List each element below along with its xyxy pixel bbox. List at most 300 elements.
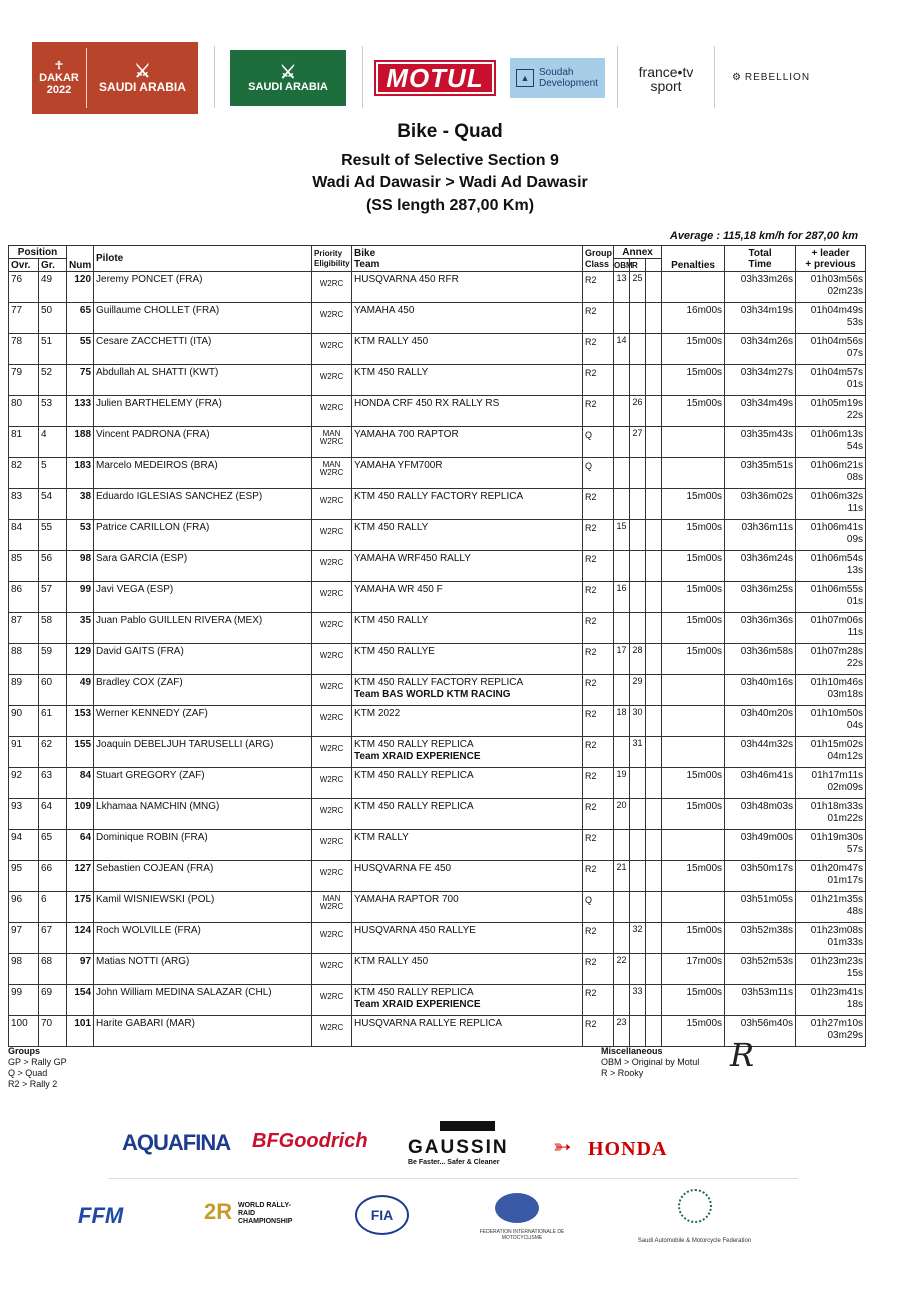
cell-penalties: 15m00s — [662, 613, 725, 644]
cell-total-time: 03h52m53s — [725, 954, 796, 985]
cell-annex-blank — [646, 861, 662, 892]
cell-num: 75 — [67, 365, 94, 396]
cell-bike-team — [352, 396, 583, 427]
header-group-class — [583, 246, 614, 272]
cell-class: R2 — [583, 520, 614, 551]
cell-num: 153 — [67, 706, 94, 737]
cell-eligibility — [312, 892, 352, 923]
cell-num: 109 — [67, 799, 94, 830]
francetv-line1: france•tv — [638, 64, 694, 80]
aquafina-logo: AQUAFINA — [122, 1130, 231, 1155]
cell-gap — [796, 1016, 866, 1047]
eligibility-value: W2RC — [319, 651, 344, 660]
cell-r — [630, 954, 646, 985]
cell-pilote: Joaquin DEBELJUH TARUSELLI (ARG) — [94, 737, 312, 768]
cell-class: Q — [583, 892, 614, 923]
header-group: Group — [585, 247, 613, 258]
cell-gr: 51 — [39, 334, 67, 365]
cell-obm — [614, 489, 630, 520]
cell-obm: 19 — [614, 768, 630, 799]
cell-gr: 54 — [39, 489, 67, 520]
gap-leader: 01h10m50s — [810, 708, 864, 719]
cell-gr: 53 — [39, 396, 67, 427]
cell-total-time: 03h56m40s — [725, 1016, 796, 1047]
groups-title: Groups — [8, 1046, 41, 1056]
cell-obm — [614, 675, 630, 706]
cell-annex-blank — [646, 334, 662, 365]
cell-gr: 57 — [39, 582, 67, 613]
table-row — [9, 582, 866, 613]
cell-bike-team — [352, 520, 583, 551]
cell-penalties: 15m00s — [662, 861, 725, 892]
bike-value: HONDA CRF 450 RX RALLY RS — [354, 398, 500, 409]
cell-penalties: 15m00s — [662, 365, 725, 396]
cell-bike-team — [352, 861, 583, 892]
cell-penalties: 15m00s — [662, 489, 725, 520]
cell-obm — [614, 427, 630, 458]
cell-r — [630, 582, 646, 613]
gap-previous: 57s — [846, 844, 864, 855]
average-speed: Average : 115,18 km/h for 287,00 km — [669, 230, 858, 242]
cell-num: 38 — [67, 489, 94, 520]
cell-ovr: 80 — [9, 396, 39, 427]
table-row — [9, 396, 866, 427]
cell-penalties — [662, 892, 725, 923]
cell-r — [630, 861, 646, 892]
cell-r: 28 — [630, 644, 646, 675]
cell-penalties: 15m00s — [662, 582, 725, 613]
cell-obm — [614, 458, 630, 489]
bike-value: KTM 450 RALLY — [354, 522, 429, 533]
cell-ovr: 82 — [9, 458, 39, 489]
soudah-logo — [510, 58, 605, 98]
cell-ovr: 95 — [9, 861, 39, 892]
cell-eligibility — [312, 799, 352, 830]
cell-obm: 20 — [614, 799, 630, 830]
cell-eligibility — [312, 954, 352, 985]
gap-previous: 11s — [847, 503, 864, 514]
cell-ovr: 96 — [9, 892, 39, 923]
cell-total-time: 03h40m16s — [725, 675, 796, 706]
bike-value: KTM 450 RALLY — [354, 367, 429, 378]
table-row — [9, 923, 866, 954]
eligibility-value: W2RC — [319, 961, 344, 970]
header-pilote: Pilote — [94, 246, 312, 272]
cell-gr: 4 — [39, 427, 67, 458]
cell-class: R2 — [583, 985, 614, 1016]
dakar-rider-icon: ☥ — [54, 60, 64, 72]
table-row — [9, 303, 866, 334]
cell-gap — [796, 396, 866, 427]
table-row — [9, 334, 866, 365]
cell-gr: 62 — [39, 737, 67, 768]
cell-r — [630, 799, 646, 830]
cell-ovr: 93 — [9, 799, 39, 830]
cell-bike-team — [352, 489, 583, 520]
signature: R — [730, 1036, 755, 1074]
cell-eligibility — [312, 706, 352, 737]
cell-pilote: Cesare ZACCHETTI (ITA) — [94, 334, 312, 365]
eligibility-value: W2RC — [319, 744, 344, 753]
cell-penalties: 15m00s — [662, 768, 725, 799]
eligibility-value: W2RC — [319, 279, 344, 288]
cell-gr: 58 — [39, 613, 67, 644]
cell-bike-team — [352, 954, 583, 985]
cell-eligibility — [312, 365, 352, 396]
cell-gr: 56 — [39, 551, 67, 582]
cell-penalties: 17m00s — [662, 954, 725, 985]
cell-annex-blank — [646, 458, 662, 489]
cell-num: 55 — [67, 334, 94, 365]
cell-gr: 6 — [39, 892, 67, 923]
cell-ovr: 89 — [9, 675, 39, 706]
cell-class: R2 — [583, 923, 614, 954]
gap-previous: 01s — [846, 379, 864, 390]
cell-class: R2 — [583, 396, 614, 427]
table-row — [9, 706, 866, 737]
cell-penalties: 15m00s — [662, 551, 725, 582]
cell-r — [630, 458, 646, 489]
cell-eligibility — [312, 489, 352, 520]
header-annex: Annex — [614, 246, 662, 259]
cell-gap — [796, 706, 866, 737]
cell-annex-blank — [646, 582, 662, 613]
cell-pilote: Matias NOTTI (ARG) — [94, 954, 312, 985]
cell-gr: 67 — [39, 923, 67, 954]
cell-eligibility — [312, 551, 352, 582]
cell-gap — [796, 427, 866, 458]
cell-annex-blank — [646, 272, 662, 303]
bfgoodrich-logo: BFGoodrich — [252, 1130, 368, 1152]
cell-obm: 18 — [614, 706, 630, 737]
rebellion-text: REBELLION — [744, 71, 811, 83]
logo-divider — [362, 46, 363, 108]
cell-bike-team — [352, 272, 583, 303]
cell-gr: 65 — [39, 830, 67, 861]
cell-gr: 59 — [39, 644, 67, 675]
eligibility-value: W2RC — [319, 620, 344, 629]
gap-leader: 01h17m11s — [811, 770, 864, 781]
gap-leader: 01h03m56s — [810, 274, 864, 285]
fia-logo: FIA — [355, 1195, 409, 1235]
cell-obm — [614, 892, 630, 923]
cell-pilote: Roch WOLVILLE (FRA) — [94, 923, 312, 954]
cell-total-time: 03h36m24s — [725, 551, 796, 582]
cell-num: 65 — [67, 303, 94, 334]
cell-ovr: 76 — [9, 272, 39, 303]
cell-total-time: 03h34m49s — [725, 396, 796, 427]
table-row — [9, 675, 866, 706]
cell-pilote: Vincent PADRONA (FRA) — [94, 427, 312, 458]
bike-value: KTM 450 RALLYE — [354, 646, 435, 657]
gap-leader: 01h07m28s — [810, 646, 864, 657]
cell-gap — [796, 954, 866, 985]
cell-annex-blank — [646, 675, 662, 706]
cell-bike-team — [352, 799, 583, 830]
eligibility-value: W2RC — [319, 868, 344, 877]
header-class: Class — [585, 258, 610, 269]
cell-ovr: 97 — [9, 923, 39, 954]
table-row — [9, 365, 866, 396]
cell-r: 27 — [630, 427, 646, 458]
cell-penalties: 15m00s — [662, 799, 725, 830]
cell-total-time: 03h50m17s — [725, 861, 796, 892]
gap-previous: 53s — [846, 317, 864, 328]
gap-leader: 01h19m30s — [810, 832, 864, 843]
bike-value: KTM 450 RALLY REPLICA — [354, 987, 474, 998]
eligibility-value: W2RC — [319, 713, 344, 722]
bike-value: KTM 2022 — [354, 708, 401, 719]
cell-ovr: 81 — [9, 427, 39, 458]
table-row — [9, 799, 866, 830]
table-row — [9, 892, 866, 923]
bike-value: HUSQVARNA FE 450 — [354, 863, 452, 874]
cell-obm: 14 — [614, 334, 630, 365]
gap-leader: 01h06m13s — [810, 429, 864, 440]
bike-value: KTM RALLY — [354, 832, 409, 843]
cell-r: 25 — [630, 272, 646, 303]
cell-gap — [796, 737, 866, 768]
cell-annex-blank — [646, 303, 662, 334]
soudah-line2: Development — [539, 78, 598, 89]
cell-total-time: 03h49m00s — [725, 830, 796, 861]
gaussin-logo: GAUSSIN — [408, 1137, 509, 1158]
cell-class: R2 — [583, 272, 614, 303]
cell-num: 175 — [67, 892, 94, 923]
table-row — [9, 737, 866, 768]
header-bike: Bike — [354, 247, 376, 259]
cell-num: 84 — [67, 768, 94, 799]
cell-gr: 63 — [39, 768, 67, 799]
bike-value: KTM 450 RALLY FACTORY REPLICA — [354, 491, 524, 502]
cell-bike-team — [352, 1016, 583, 1047]
bike-value: KTM 450 RALLY REPLICA — [354, 801, 474, 812]
cell-r: 33 — [630, 985, 646, 1016]
team-value: Team XRAID EXPERIENCE — [354, 751, 481, 762]
cell-r — [630, 365, 646, 396]
gap-leader: 01h06m55s — [810, 584, 864, 595]
cell-num: 127 — [67, 861, 94, 892]
cell-gap — [796, 923, 866, 954]
soudah-mark-icon: ▲ — [516, 69, 534, 87]
cell-ovr: 78 — [9, 334, 39, 365]
cell-annex-blank — [646, 799, 662, 830]
cell-annex-blank — [646, 396, 662, 427]
table-row — [9, 954, 866, 985]
saudi-text: SAUDI ARABIA — [248, 81, 328, 93]
logo-divider — [214, 46, 215, 108]
cell-bike-team — [352, 644, 583, 675]
dakar-year: 2022 — [46, 84, 72, 96]
cell-pilote: Sara GARCIA (ESP) — [94, 551, 312, 582]
gaussin-tagline: Be Faster... Safer & Cleaner — [408, 1159, 500, 1166]
cell-penalties: 15m00s — [662, 644, 725, 675]
cell-eligibility — [312, 582, 352, 613]
gap-previous: 54s — [846, 441, 864, 452]
cell-penalties — [662, 706, 725, 737]
gap-leader: 01h21m35s — [810, 894, 864, 905]
cell-bike-team — [352, 427, 583, 458]
cell-class: R2 — [583, 582, 614, 613]
gap-leader: 01h04m57s — [810, 367, 864, 378]
cell-r — [630, 768, 646, 799]
gap-previous: 11s — [847, 627, 864, 638]
cell-class: R2 — [583, 768, 614, 799]
w2rc-logo: WORLD RALLY-RAID CHAMPIONSHIP — [238, 1202, 293, 1225]
cell-pilote: John William MEDINA SALAZAR (CHL) — [94, 985, 312, 1016]
cell-gap — [796, 830, 866, 861]
cell-obm — [614, 923, 630, 954]
cell-annex-blank — [646, 768, 662, 799]
cell-class: R2 — [583, 830, 614, 861]
eligibility-value: W2RC — [319, 310, 344, 319]
cell-gap — [796, 644, 866, 675]
cell-annex-blank — [646, 489, 662, 520]
bike-value: HUSQVARNA RALLYE REPLICA — [354, 1018, 503, 1029]
logo-divider — [617, 46, 618, 108]
bike-value: KTM 450 RALLY FACTORY REPLICA — [354, 677, 524, 688]
page-subtitle: Result of Selective Section 9 — [341, 152, 559, 169]
honda-wing-icon: ➳ — [553, 1134, 572, 1159]
header-penalties: Penalties — [662, 246, 725, 272]
cell-eligibility — [312, 861, 352, 892]
cell-ovr: 100 — [9, 1016, 39, 1047]
cell-bike-team — [352, 458, 583, 489]
gap-leader: 01h23m23s — [810, 956, 864, 967]
cell-class: R2 — [583, 1016, 614, 1047]
cell-bike-team — [352, 737, 583, 768]
cell-r — [630, 303, 646, 334]
misc-line: OBM > Original by Motul — [601, 1057, 700, 1067]
table-row — [9, 985, 866, 1016]
cell-penalties: 15m00s — [662, 1016, 725, 1047]
header-priority-l2: Eligibility — [314, 258, 350, 268]
cell-obm — [614, 737, 630, 768]
dakar-logo — [32, 42, 198, 114]
gap-previous: 13s — [846, 565, 864, 576]
cell-penalties — [662, 272, 725, 303]
cell-bike-team — [352, 892, 583, 923]
eligibility-value: MAN W2RC — [319, 429, 344, 446]
gap-leader: 01h27m10s — [810, 1018, 864, 1029]
cell-bike-team — [352, 365, 583, 396]
table-row — [9, 551, 866, 582]
header-previous: + previous — [805, 258, 856, 270]
cell-pilote: Harite GABARI (MAR) — [94, 1016, 312, 1047]
cell-total-time: 03h36m25s — [725, 582, 796, 613]
table-row — [9, 458, 866, 489]
cell-obm — [614, 985, 630, 1016]
cell-eligibility — [312, 427, 352, 458]
bike-value: KTM RALLY 450 — [354, 956, 429, 967]
gap-leader: 01h23m41s — [810, 987, 864, 998]
cell-total-time: 03h36m11s — [725, 520, 796, 551]
cell-pilote: Lkhamaa NAMCHIN (MNG) — [94, 799, 312, 830]
soudah-line1: Soudah — [539, 67, 574, 78]
cell-gr: 50 — [39, 303, 67, 334]
groups-legend — [8, 1046, 67, 1090]
table-row — [9, 861, 866, 892]
cell-eligibility — [312, 458, 352, 489]
cell-total-time: 03h46m41s — [725, 768, 796, 799]
cell-gr: 68 — [39, 954, 67, 985]
gap-leader: 01h23m08s — [810, 925, 864, 936]
cell-pilote: Patrice CARILLON (FRA) — [94, 520, 312, 551]
cell-pilote: Eduardo IGLESIAS SANCHEZ (ESP) — [94, 489, 312, 520]
cell-obm: 13 — [614, 272, 630, 303]
cell-ovr: 87 — [9, 613, 39, 644]
cell-annex-blank — [646, 892, 662, 923]
eligibility-value: MAN W2RC — [319, 460, 344, 477]
groups-line: Q > Quad — [8, 1068, 48, 1078]
cell-gr: 61 — [39, 706, 67, 737]
cell-gap — [796, 489, 866, 520]
cell-total-time: 03h36m36s — [725, 613, 796, 644]
cell-ovr: 92 — [9, 768, 39, 799]
cell-class: R2 — [583, 706, 614, 737]
table-row — [9, 768, 866, 799]
bike-value: HUSQVARNA 450 RFR — [354, 274, 459, 285]
header-total-time — [725, 246, 796, 272]
bike-value: KTM 450 RALLY REPLICA — [354, 770, 474, 781]
results-table — [8, 245, 866, 1047]
eligibility-value: W2RC — [319, 372, 344, 381]
cell-r — [630, 489, 646, 520]
cell-eligibility — [312, 985, 352, 1016]
cell-num: 64 — [67, 830, 94, 861]
groups-line: GP > Rally GP — [8, 1057, 67, 1067]
cell-gap — [796, 613, 866, 644]
cell-gap — [796, 334, 866, 365]
cell-gap — [796, 303, 866, 334]
gap-previous: 02m09s — [827, 782, 864, 793]
table-row — [9, 830, 866, 861]
eligibility-value: W2RC — [319, 930, 344, 939]
cell-penalties: 16m00s — [662, 303, 725, 334]
cell-class: R2 — [583, 644, 614, 675]
gap-previous: 07s — [846, 348, 864, 359]
cell-pilote: Werner KENNEDY (ZAF) — [94, 706, 312, 737]
saudi-arabia-logo — [230, 50, 346, 106]
bike-value: YAMAHA RAPTOR 700 — [354, 894, 459, 905]
gap-previous: 03m29s — [827, 1030, 864, 1041]
eligibility-value: W2RC — [319, 806, 344, 815]
gap-previous: 01s — [846, 596, 864, 607]
dakar-brand: DAKAR — [39, 72, 79, 84]
cell-r: 26 — [630, 396, 646, 427]
gap-leader: 01h06m21s — [810, 460, 864, 471]
gap-previous: 15s — [846, 968, 864, 979]
header-team: Team — [354, 258, 380, 270]
cell-ovr: 83 — [9, 489, 39, 520]
gap-leader: 01h07m06s — [810, 615, 864, 626]
cell-total-time: 03h34m19s — [725, 303, 796, 334]
team-value: Team XRAID EXPERIENCE — [354, 999, 481, 1010]
table-row — [9, 427, 866, 458]
cell-eligibility — [312, 334, 352, 365]
bike-value: YAMAHA 700 RAPTOR — [354, 429, 459, 440]
table-row — [9, 489, 866, 520]
cell-total-time: 03h40m20s — [725, 706, 796, 737]
cell-ovr: 94 — [9, 830, 39, 861]
gap-leader: 01h20m47s — [810, 863, 864, 874]
gap-previous: 48s — [846, 906, 864, 917]
cell-eligibility — [312, 613, 352, 644]
cell-bike-team — [352, 613, 583, 644]
cell-obm — [614, 830, 630, 861]
stage-route: Wadi Ad Dawasir > Wadi Ad Dawasir — [312, 174, 588, 191]
cell-gap — [796, 768, 866, 799]
